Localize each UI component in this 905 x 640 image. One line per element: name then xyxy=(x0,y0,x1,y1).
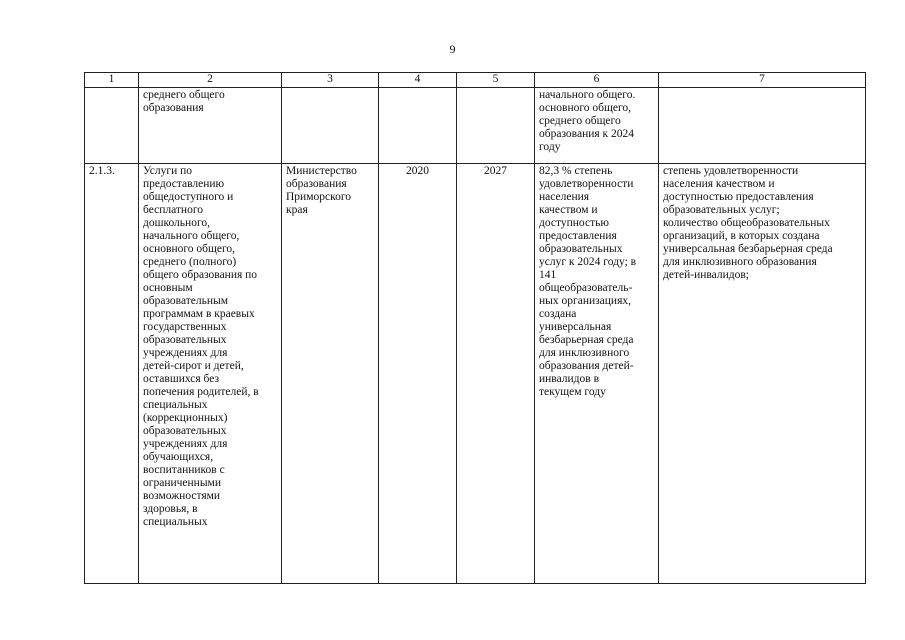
responsible-cell xyxy=(282,88,379,164)
column-header: 5 xyxy=(457,73,535,88)
document-table xyxy=(84,72,866,584)
column-header: 3 xyxy=(282,73,379,88)
column-header: 6 xyxy=(535,73,659,88)
indicator-cell: степень удовлетворенности населения качеством и доступностью предоставления образовательных услуг; количество общеобразовательных организаций, в которых создана универсальная безбарьерная среда для инклюзивного образования детей-инвалидов; xyxy=(659,164,866,584)
result-cell: 82,3 % степень удовлетворенности населения качеством и доступностью предоставления образовательных услуг к 2024 году; в 141 общеобразователь- ных организациях, создана универсальная безбарьерная среда для инклюзивного образования детей- инвалидов в текущем году xyxy=(535,164,659,584)
start-year-cell: 2020 xyxy=(379,164,457,584)
table-row xyxy=(85,164,866,584)
end-year-cell xyxy=(457,88,535,164)
service-cell: Услуги по предоставлению общедоступного и бесплатного дошкольного, начального общего, основного общего, среднего (полного) общего образования по основным образовательным программам в краевых государственных образовательных учреждениях для детей-сирот и детей, оставшихся без попечения родителей, в специальных (коррекционных) образовательных учреждениях для обучающихся, воспитанников с ограниченными возможностями здоровья, в специальных xyxy=(139,164,282,584)
column-header: 2 xyxy=(139,73,282,88)
column-header: 4 xyxy=(379,73,457,88)
service-cell: среднего общего образования xyxy=(139,88,282,164)
column-header: 7 xyxy=(659,73,866,88)
column-header: 1 xyxy=(85,73,139,88)
responsible-cell: Министерство образования Приморского края xyxy=(282,164,379,584)
result-cell: начального общего. основного общего, среднего общего образования к 2024 году xyxy=(535,88,659,164)
row-number-cell xyxy=(85,88,139,164)
end-year-cell: 2027 xyxy=(457,164,535,584)
table-header-row xyxy=(85,73,866,88)
indicator-cell xyxy=(659,88,866,164)
table-row xyxy=(85,88,866,164)
row-number-cell: 2.1.3. xyxy=(85,164,139,584)
page-number: 9 xyxy=(449,42,456,56)
start-year-cell xyxy=(379,88,457,164)
